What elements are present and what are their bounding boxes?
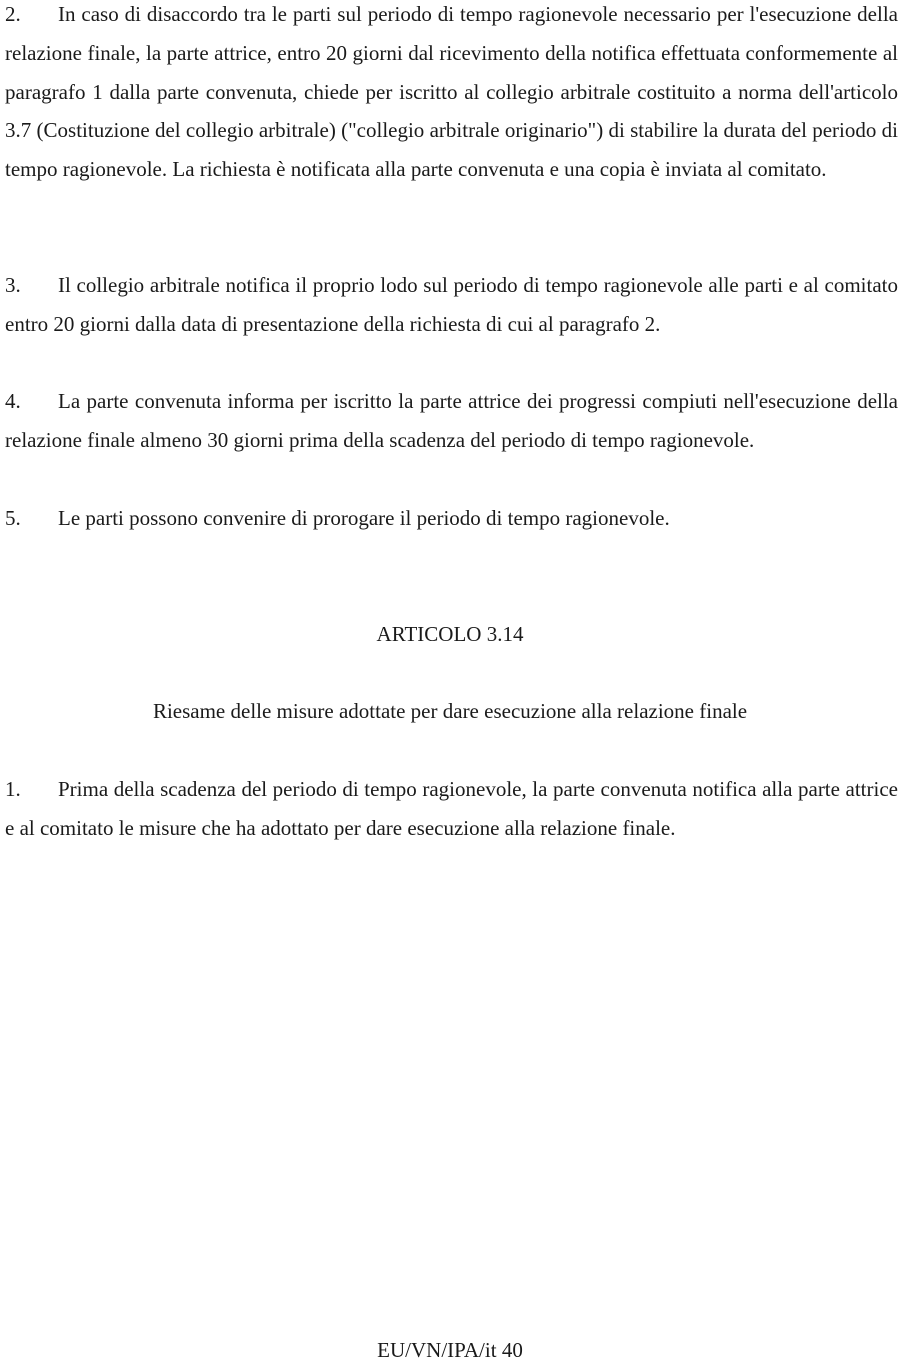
paragraph-number: 5. xyxy=(5,506,21,530)
paragraph-text: La parte convenuta informa per iscritto la parte attrice dei progressi compiuti nell'esecuzione della relazione finale almeno 30 giorni prima della scadenza del periodo di tempo ragionevole. xyxy=(5,389,898,452)
paragraph-5 xyxy=(5,499,898,538)
article-paragraph-1 xyxy=(5,770,898,848)
paragraph-text: In caso di disaccordo tra le parti sul periodo di tempo ragionevole necessario per l'esecuzione della relazione finale, la parte attrice, entro 20 giorni dal ricevimento della notifica effettuata conformemente al paragrafo 1 dalla parte convenuta, chiede per iscritto al collegio arbitrale costituito a norma dell'articolo 3.7 (Costituzione del collegio arbitrale) ("collegio arbitrale originario") di stabilire la durata del periodo di tempo ragionevole. La richiesta è notificata alla parte convenuta e una copia è inviata al comitato. xyxy=(5,2,898,182)
page-footer-reference: EU/VN/IPA/it 40 xyxy=(377,1338,523,1362)
article-title: ARTICOLO 3.14 xyxy=(376,622,524,646)
paragraph-number: 3. xyxy=(5,273,21,297)
paragraph-text: Il collegio arbitrale notifica il proprio lodo sul periodo di tempo ragionevole alle parti e al comitato entro 20 giorni dalla data di presentazione della richiesta di cui al paragrafo 2. xyxy=(5,273,898,336)
paragraph-text: Le parti possono convenire di prorogare il periodo di tempo ragionevole. xyxy=(58,506,670,530)
paragraph-text: Prima della scadenza del periodo di tempo ragionevole, la parte convenuta notifica alla parte attrice e al comitato le misure che ha adottato per dare esecuzione alla relazione finale. xyxy=(5,777,898,840)
paragraph-4 xyxy=(5,382,898,460)
paragraph-number: 1. xyxy=(5,777,21,801)
paragraph-3 xyxy=(5,266,898,344)
paragraph-2 xyxy=(5,0,898,189)
article-subtitle: Riesame delle misure adottate per dare esecuzione alla relazione finale xyxy=(152,699,748,723)
paragraph-number: 4. xyxy=(5,389,21,413)
paragraph-number: 2. xyxy=(5,2,21,26)
